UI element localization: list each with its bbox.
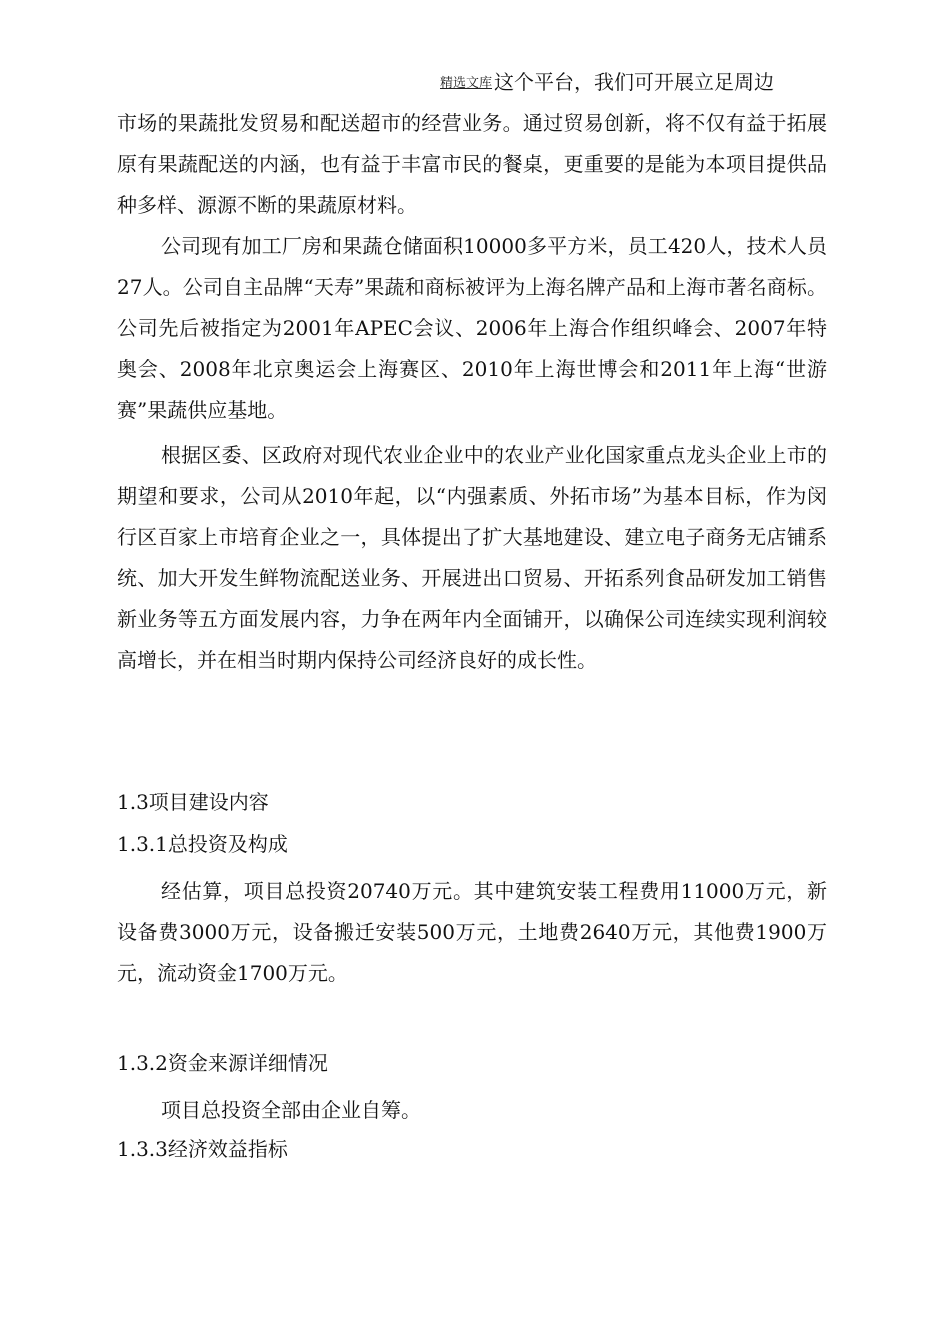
paragraph-goals: 根据区委、区政府对现代农业企业中的农业产业化国家重点龙头企业上市的期望和要求，公司从2010年起，以“内强素质、外拓市场”为基本目标，作为闵行区百家上市培育企业之一，具体提出了扩大基地建设、建立电子商务无店铺系统、加大开发生鲜物流配送业务、开展进出口贸易、开拓系列食品研发加工销售新业务等五方面发展内容，力争在两年内全面铺开，以确保公司连续实现利润较高增长，并在相当时期内保持公司经济良好的成长性。: [117, 443, 827, 672]
watermark-label: 精选文库: [440, 76, 493, 91]
heading-1-3-2: 1.3.2资金来源详细情况: [117, 1051, 328, 1075]
heading-1-3: 1.3项目建设内容: [117, 790, 269, 814]
paragraph-company: 公司现有加工厂房和果蔬仓储面积10000多平方米，员工420人，技术人员27人。公司自主品牌“天寿”果蔬和商标被评为上海名牌产品和上海市著名商标。公司先后被指定为2001年APEC会议、2006年上海合作组织峰会、2007年特奥会、2008年北京奥运会上海赛区、2010年上海世博会和2011年上海“世游赛”果蔬供应基地。: [117, 234, 827, 422]
paragraph-funding: 项目总投资全部由企业自筹。: [161, 1098, 421, 1122]
paragraph-market: 市场的果蔬批发贸易和配送超市的经营业务。通过贸易创新，将不仅有益于拓展原有果蔬配送的内涵，也有益于丰富市民的餐桌，更重要的是能为本项目提供品种多样、源源不断的果蔬原材料。: [117, 111, 827, 217]
heading-1-3-1: 1.3.1总投资及构成: [117, 832, 288, 856]
first-line: [440, 62, 827, 104]
first-line-text: 这个平台，我们可开展立足周边: [494, 70, 775, 94]
heading-1-3-3: 1.3.3经济效益指标: [117, 1137, 288, 1161]
paragraph-investment: 经估算，项目总投资20740万元。其中建筑安装工程费用11000万元，新设备费3000万元，设备搬迁安装500万元，土地费2640万元，其他费1900万元，流动资金1700万元。: [117, 879, 827, 985]
